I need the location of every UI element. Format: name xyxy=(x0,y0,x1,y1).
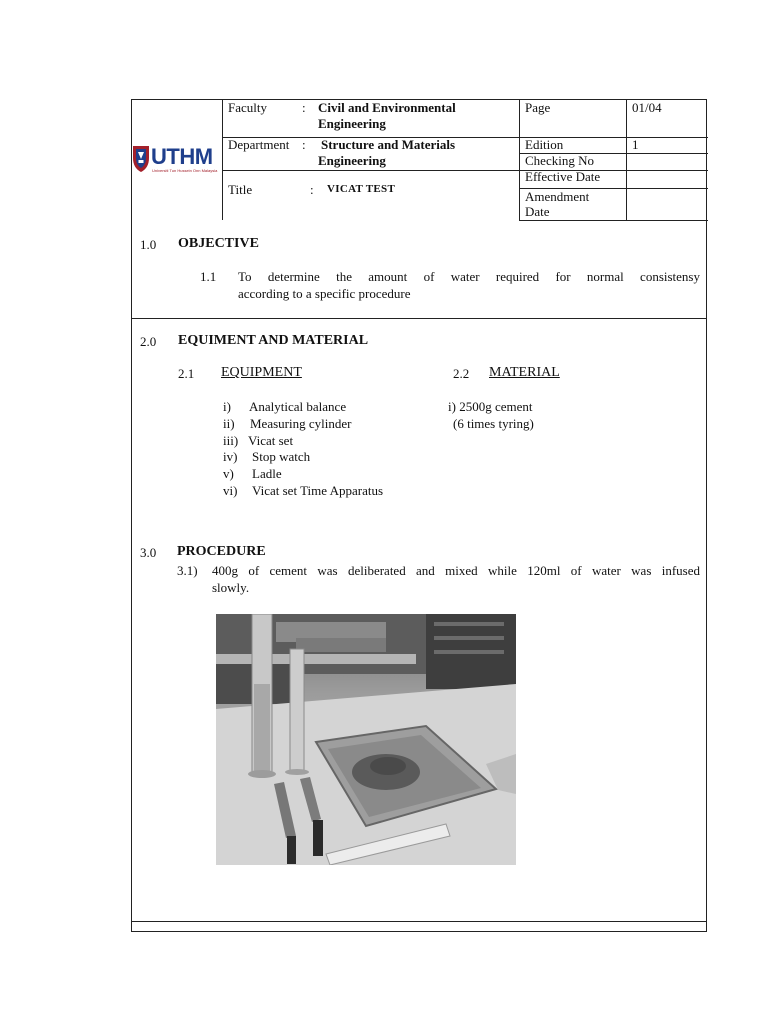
checking-label: Checking No xyxy=(525,153,594,168)
title-label: Title xyxy=(228,182,253,197)
list-marker: i) xyxy=(223,399,231,414)
objective-text: according to a specific procedure xyxy=(238,286,411,301)
header-row-line xyxy=(222,170,708,171)
faculty-colon: : xyxy=(302,100,306,115)
procedure-step-text: slowly. xyxy=(212,580,250,595)
procedure-step-text: 400g of cement was deliberated and mixed while 120ml of water was infused xyxy=(212,563,700,578)
section-number: 1.0 xyxy=(140,237,157,252)
list-marker: vi) xyxy=(223,483,238,498)
department-label: Department xyxy=(228,137,290,152)
equipment-number: 2.1 xyxy=(178,366,195,381)
section-heading: OBJECTIVE xyxy=(178,236,259,251)
procedure-photo xyxy=(216,614,516,865)
department-value: Engineering xyxy=(318,153,386,168)
procedure-step-number: 3.1) xyxy=(177,563,198,578)
list-marker: iv) xyxy=(223,449,238,464)
faculty-label: Faculty xyxy=(228,100,267,115)
amendment-date-label: Amendment xyxy=(525,189,590,204)
department-colon: : xyxy=(302,137,306,152)
header-divider-right xyxy=(519,100,520,220)
list-marker: v) xyxy=(223,466,234,481)
title-colon: : xyxy=(310,182,314,197)
list-item: Vicat set xyxy=(248,433,294,448)
section-heading: PROCEDURE xyxy=(177,544,266,559)
section-number: 2.0 xyxy=(140,334,157,349)
list-marker: ii) xyxy=(223,416,235,431)
department-value: Structure and Materials xyxy=(321,137,456,152)
page-value: 01/04 xyxy=(632,100,662,115)
list-item: Ladle xyxy=(252,466,282,481)
section-heading: EQUIMENT AND MATERIAL xyxy=(178,333,369,348)
faculty-value: Civil and Environmental xyxy=(318,100,456,115)
header-bottom-line xyxy=(519,220,708,221)
uthm-logo xyxy=(132,144,222,174)
list-item: Stop watch xyxy=(252,449,311,464)
page-label: Page xyxy=(525,100,551,115)
header-divider-value xyxy=(626,100,627,220)
logo-subtext: Universiti Tun Hussein Onn Malaysia xyxy=(152,168,218,173)
section-divider xyxy=(132,318,706,319)
effective-date-label: Effective Date xyxy=(525,169,601,184)
title-value: VICAT TEST xyxy=(327,183,396,195)
list-marker: iii) xyxy=(223,433,239,448)
document-frame xyxy=(131,99,707,932)
material-number: 2.2 xyxy=(453,366,470,381)
amendment-date-label: Date xyxy=(525,204,550,219)
list-item: (6 times tyring) xyxy=(453,416,534,431)
material-heading: MATERIAL xyxy=(489,365,560,380)
edition-value: 1 xyxy=(632,137,639,152)
faculty-value: Engineering xyxy=(318,116,386,131)
header-divider-logo xyxy=(222,100,223,220)
footer-divider xyxy=(132,921,706,922)
list-item: Analytical balance xyxy=(249,399,347,414)
list-item: Measuring cylinder xyxy=(250,416,352,431)
section-number: 3.0 xyxy=(140,545,157,560)
equipment-heading: EQUIPMENT xyxy=(221,365,302,380)
objective-text: To determine the amount of water required for normal consistensy xyxy=(238,269,700,284)
list-item: Vicat set Time Apparatus xyxy=(252,483,384,498)
list-item: i) 2500g cement xyxy=(448,399,533,414)
objective-item-number: 1.1 xyxy=(200,269,217,284)
logo-text: UTHM xyxy=(151,144,213,169)
edition-label: Edition xyxy=(525,137,564,152)
